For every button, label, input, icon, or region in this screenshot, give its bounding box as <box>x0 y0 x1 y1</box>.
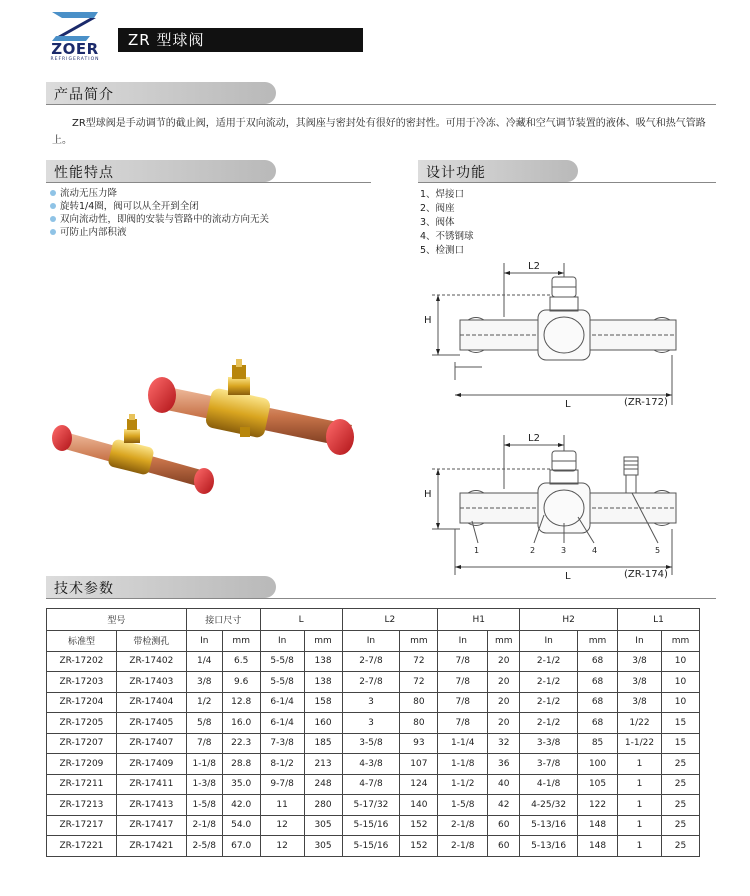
table-cell: 3-5/8 <box>342 733 400 754</box>
table-cell: ZR-17217 <box>47 815 117 836</box>
table-subheader-cell: mm <box>578 631 618 652</box>
table-cell: 280 <box>304 795 342 816</box>
table-cell: 72 <box>400 651 438 672</box>
section-divider-design <box>418 182 716 183</box>
design-item: 3、阀体 <box>420 217 455 228</box>
table-cell: 3/8 <box>618 672 662 693</box>
table-cell: 3/8 <box>618 692 662 713</box>
table-cell: ZR-17409 <box>116 754 186 775</box>
feature-item <box>50 226 370 239</box>
table-cell: 1-3/8 <box>186 774 222 795</box>
table-row <box>47 692 700 713</box>
callout-5: 5 <box>655 546 661 555</box>
dimension-label-l2: L2 <box>528 261 540 272</box>
table-cell: 105 <box>578 774 618 795</box>
table-subheader-cell: mm <box>661 631 699 652</box>
table-cell: ZR-17413 <box>116 795 186 816</box>
table-cell: 10 <box>661 651 699 672</box>
table-cell: 148 <box>578 836 618 857</box>
table-cell: 1 <box>618 815 662 836</box>
table-cell: 9-7/8 <box>260 774 304 795</box>
logo-brand-text: ZOER <box>51 40 99 58</box>
section-divider-intro <box>46 104 716 105</box>
table-cell: 4-1/8 <box>520 774 578 795</box>
table-cell: 122 <box>578 795 618 816</box>
table-cell: 12 <box>260 815 304 836</box>
table-cell: 80 <box>400 692 438 713</box>
table-cell: 40 <box>488 774 520 795</box>
table-cell: 7/8 <box>438 692 488 713</box>
table-subheader-cell: In <box>342 631 400 652</box>
section-divider-specs <box>46 598 716 599</box>
table-subheader-cell: mm <box>304 631 342 652</box>
table-cell: 1-5/8 <box>438 795 488 816</box>
table-cell: 1 <box>618 836 662 857</box>
table-cell: 6-1/4 <box>260 713 304 734</box>
section-title-intro: 产品简介 <box>54 87 114 103</box>
table-cell: 1-5/8 <box>186 795 222 816</box>
table-cell: 148 <box>578 815 618 836</box>
table-cell: 160 <box>304 713 342 734</box>
dimension-label-l2: L2 <box>528 433 540 444</box>
table-cell: ZR-17204 <box>47 692 117 713</box>
table-cell: 1 <box>618 774 662 795</box>
feature-item <box>50 187 370 200</box>
design-item: 2、阀座 <box>420 203 455 214</box>
table-cell: 6-1/4 <box>260 692 304 713</box>
table-cell: ZR-17205 <box>47 713 117 734</box>
table-cell: 36 <box>488 754 520 775</box>
table-cell: ZR-17203 <box>47 672 117 693</box>
table-cell: ZR-17221 <box>47 836 117 857</box>
model-label-zr-174: (ZR-174) <box>624 569 668 580</box>
table-cell: 16.0 <box>222 713 260 734</box>
table-cell: 2-1/8 <box>438 815 488 836</box>
table-header-cell: L <box>260 609 342 631</box>
table-header-cell: H1 <box>438 609 520 631</box>
logo <box>44 10 106 60</box>
dimension-label-h: H <box>424 315 432 326</box>
table-cell: 60 <box>488 836 520 857</box>
table-cell: 7-3/8 <box>260 733 304 754</box>
table-cell: 248 <box>304 774 342 795</box>
table-cell: 25 <box>661 815 699 836</box>
table-cell: 2-1/2 <box>520 713 578 734</box>
table-cell: 42 <box>488 795 520 816</box>
section-title-specs: 技术参数 <box>54 581 114 597</box>
table-cell: 8-1/2 <box>260 754 304 775</box>
table-cell: 25 <box>661 754 699 775</box>
table-cell: 185 <box>304 733 342 754</box>
table-cell: 15 <box>661 733 699 754</box>
table-cell: 3 <box>342 692 400 713</box>
table-cell: 2-7/8 <box>342 672 400 693</box>
table-cell: 80 <box>400 713 438 734</box>
table-cell: 68 <box>578 692 618 713</box>
table-cell: 152 <box>400 815 438 836</box>
table-cell: 100 <box>578 754 618 775</box>
table-cell: 1 <box>618 795 662 816</box>
design-item: 4、不锈钢球 <box>420 231 474 242</box>
table-cell: 7/8 <box>438 713 488 734</box>
table-row <box>47 836 700 857</box>
table-cell: 5-13/16 <box>520 836 578 857</box>
table-row <box>47 713 700 734</box>
table-subheader-row <box>47 631 700 652</box>
features-list <box>50 187 370 239</box>
logo-sub-text: REFRIGERATION <box>50 57 100 62</box>
table-cell: 2-1/2 <box>520 651 578 672</box>
table-row <box>47 774 700 795</box>
table-cell: 32 <box>488 733 520 754</box>
table-cell: 11 <box>260 795 304 816</box>
table-cell: ZR-17209 <box>47 754 117 775</box>
dimension-label-l: L <box>565 399 571 410</box>
table-cell: 5-5/8 <box>260 672 304 693</box>
table-cell: 7/8 <box>186 733 222 754</box>
table-cell: 22.3 <box>222 733 260 754</box>
table-cell: ZR-17404 <box>116 692 186 713</box>
table-cell: ZR-17417 <box>116 815 186 836</box>
section-tab-design <box>418 160 578 182</box>
table-header-cell: L1 <box>618 609 700 631</box>
table-subheader-cell: 标准型 <box>47 631 117 652</box>
table-cell: 54.0 <box>222 815 260 836</box>
table-cell: 1-1/2 <box>438 774 488 795</box>
table-subheader-cell: In <box>520 631 578 652</box>
table-cell: 3/8 <box>186 672 222 693</box>
table-cell: 25 <box>661 774 699 795</box>
table-subheader-cell: In <box>186 631 222 652</box>
table-cell: 28.8 <box>222 754 260 775</box>
bullet-icon <box>50 190 56 196</box>
table-header-cell: H2 <box>520 609 618 631</box>
table-cell: 5-13/16 <box>520 815 578 836</box>
section-tab-specs <box>46 576 276 598</box>
callout-2: 2 <box>530 546 536 555</box>
table-row <box>47 754 700 775</box>
table-cell: 2-1/8 <box>438 836 488 857</box>
table-cell: 68 <box>578 672 618 693</box>
table-cell: ZR-17402 <box>116 651 186 672</box>
table-cell: ZR-17403 <box>116 672 186 693</box>
table-cell: 152 <box>400 836 438 857</box>
bullet-icon <box>50 203 56 209</box>
logo-mark-icon <box>50 10 100 42</box>
table-cell: ZR-17211 <box>47 774 117 795</box>
table-cell: 42.0 <box>222 795 260 816</box>
table-cell: 2-1/2 <box>520 692 578 713</box>
table-header-row <box>47 609 700 631</box>
feature-text: 流动无压力降 <box>60 188 118 199</box>
table-cell: 138 <box>304 672 342 693</box>
section-title-features: 性能特点 <box>54 165 114 181</box>
table-body <box>47 651 700 856</box>
table-cell: 12 <box>260 836 304 857</box>
table-cell: 1-1/8 <box>186 754 222 775</box>
intro-paragraph: ZR型球阀是手动调节的截止阀，适用于双向流动，其阀座与密封处有很好的密封性。可用于冷冻、冷藏和空气调节装置的液体、吸气和热气管路上。 <box>52 118 706 146</box>
model-label-zr-172: (ZR-172) <box>624 397 668 408</box>
table-cell: ZR-17421 <box>116 836 186 857</box>
feature-item <box>50 200 370 213</box>
feature-text: 双向流动性，即阀的安装与管路中的流动方向无关 <box>60 214 270 225</box>
table-row <box>47 815 700 836</box>
bullet-icon <box>50 216 56 222</box>
table-cell: 25 <box>661 795 699 816</box>
table-cell: 9.6 <box>222 672 260 693</box>
table-cell: ZR-17405 <box>116 713 186 734</box>
table-cell: 25 <box>661 836 699 857</box>
table-cell: 4-3/8 <box>342 754 400 775</box>
design-functions-list <box>420 188 620 258</box>
callout-3: 3 <box>561 546 567 555</box>
table-cell: 305 <box>304 815 342 836</box>
drawing-zr-172 <box>410 255 710 413</box>
spec-table <box>46 608 700 857</box>
table-cell: 5/8 <box>186 713 222 734</box>
product-photo <box>40 355 370 505</box>
table-cell: 1 <box>618 754 662 775</box>
table-cell: 3/8 <box>618 651 662 672</box>
table-row <box>47 733 700 754</box>
table-cell: 20 <box>488 672 520 693</box>
section-tab-intro <box>46 82 276 104</box>
table-cell: 124 <box>400 774 438 795</box>
table-cell: 140 <box>400 795 438 816</box>
design-item: 5、检测口 <box>420 245 465 256</box>
table-subheader-cell: In <box>260 631 304 652</box>
table-cell: 35.0 <box>222 774 260 795</box>
large-valve-image <box>148 359 354 455</box>
table-cell: 138 <box>304 651 342 672</box>
table-header-cell: 接口尺寸 <box>186 609 260 631</box>
table-subheader-cell: mm <box>222 631 260 652</box>
table-cell: 2-7/8 <box>342 651 400 672</box>
table-cell: ZR-17411 <box>116 774 186 795</box>
table-cell: 5-5/8 <box>260 651 304 672</box>
table-cell: ZR-17207 <box>47 733 117 754</box>
table-cell: 15 <box>661 713 699 734</box>
table-cell: 85 <box>578 733 618 754</box>
table-cell: 7/8 <box>438 651 488 672</box>
table-subheader-cell: In <box>618 631 662 652</box>
section-tab-features <box>46 160 276 182</box>
table-header-cell: 型号 <box>47 609 187 631</box>
table-cell: 2-1/2 <box>520 672 578 693</box>
table-cell: 4-7/8 <box>342 774 400 795</box>
dimension-label-h: H <box>424 489 432 500</box>
drawing-zr-174 <box>410 425 710 585</box>
table-cell: 20 <box>488 651 520 672</box>
table-cell: 68 <box>578 713 618 734</box>
table-cell: 2-5/8 <box>186 836 222 857</box>
table-cell: 10 <box>661 672 699 693</box>
table-cell: 20 <box>488 692 520 713</box>
table-cell: 6.5 <box>222 651 260 672</box>
table-cell: 10 <box>661 692 699 713</box>
table-cell: ZR-17213 <box>47 795 117 816</box>
dimension-label-l: L <box>565 571 571 582</box>
table-cell: 4-25/32 <box>520 795 578 816</box>
table-cell: 5-15/16 <box>342 836 400 857</box>
table-cell: 3 <box>342 713 400 734</box>
table-cell: ZR-17202 <box>47 651 117 672</box>
table-cell: 7/8 <box>438 672 488 693</box>
table-cell: 93 <box>400 733 438 754</box>
table-cell: 20 <box>488 713 520 734</box>
table-cell: 12.8 <box>222 692 260 713</box>
table-subheader-cell: In <box>438 631 488 652</box>
table-cell: 1/22 <box>618 713 662 734</box>
table-cell: 68 <box>578 651 618 672</box>
table-cell: 1-1/8 <box>438 754 488 775</box>
table-cell: 1-1/4 <box>438 733 488 754</box>
table-cell: ZR-17407 <box>116 733 186 754</box>
section-divider-features <box>46 182 371 183</box>
table-header-cell: L2 <box>342 609 438 631</box>
table-cell: 60 <box>488 815 520 836</box>
table-cell: 3-3/8 <box>520 733 578 754</box>
table-cell: 3-7/8 <box>520 754 578 775</box>
table-cell: 67.0 <box>222 836 260 857</box>
section-title-design: 设计功能 <box>426 165 486 181</box>
bullet-icon <box>50 229 56 235</box>
table-row <box>47 672 700 693</box>
small-valve-image <box>52 414 214 494</box>
table-cell: 305 <box>304 836 342 857</box>
table-cell: 1/4 <box>186 651 222 672</box>
design-item: 1、焊接口 <box>420 189 465 200</box>
table-cell: 107 <box>400 754 438 775</box>
table-row <box>47 795 700 816</box>
table-row <box>47 651 700 672</box>
table-subheader-cell: mm <box>400 631 438 652</box>
page-title: ZR 型球阀 <box>118 28 363 52</box>
feature-text: 旋转1/4圈，阀可以从全开到全闭 <box>60 201 199 212</box>
table-cell: 5-15/16 <box>342 815 400 836</box>
table-cell: 5-17/32 <box>342 795 400 816</box>
table-subheader-cell: mm <box>488 631 520 652</box>
feature-item <box>50 213 370 226</box>
feature-text: 可防止内部积液 <box>60 227 127 238</box>
table-cell: 72 <box>400 672 438 693</box>
table-cell: 213 <box>304 754 342 775</box>
callout-4: 4 <box>592 546 598 555</box>
table-subheader-cell: 带检测孔 <box>116 631 186 652</box>
table-cell: 158 <box>304 692 342 713</box>
table-cell: 1/2 <box>186 692 222 713</box>
callout-1: 1 <box>474 546 480 555</box>
table-cell: 1-1/22 <box>618 733 662 754</box>
table-cell: 2-1/8 <box>186 815 222 836</box>
